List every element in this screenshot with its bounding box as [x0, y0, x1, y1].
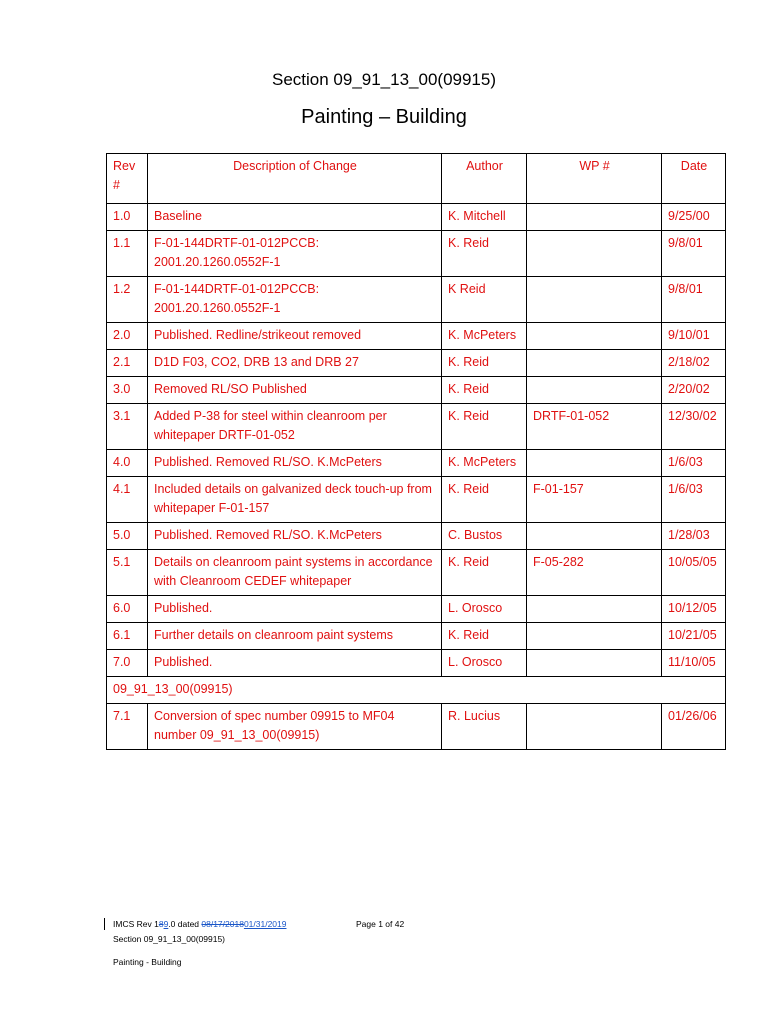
cell-wp: [527, 704, 662, 750]
table-row: [107, 550, 726, 596]
table-row: [107, 323, 726, 350]
footer-section: Section 09_91_13_00(09915): [113, 934, 226, 944]
cell-description: Conversion of spec number 09915 to MF04 number 09_91_13_00(09915): [148, 704, 442, 750]
table-row: [107, 350, 726, 377]
cell-rev: 7.1: [107, 704, 148, 750]
cell-author: K. Reid: [442, 231, 527, 277]
cell-author: L. Orosco: [442, 596, 527, 623]
cell-author: C. Bustos: [442, 523, 527, 550]
cell-rev: 2.0: [107, 323, 148, 350]
cell-rev: 1.0: [107, 204, 148, 231]
table-header-row: [107, 154, 726, 204]
cell-author: K. Mitchell: [442, 204, 527, 231]
revision-history-table: [106, 153, 726, 750]
cell-wp: F-05-282: [527, 550, 662, 596]
cell-wp: [527, 523, 662, 550]
table-row: [107, 204, 726, 231]
cell-author: K. McPeters: [442, 450, 527, 477]
cell-description: F-01-144DRTF-01-012PCCB: 2001.20.1260.0552F-1: [148, 277, 442, 323]
cell-author: K Reid: [442, 277, 527, 323]
cell-rev: 4.1: [107, 477, 148, 523]
table-row: [107, 377, 726, 404]
cell-rev: 3.1: [107, 404, 148, 450]
cell-rev: 5.0: [107, 523, 148, 550]
footer-page-number: Page 1 of 42: [356, 919, 405, 929]
cell-author: K. Reid: [442, 350, 527, 377]
cell-wp: [527, 377, 662, 404]
cell-rev: 6.1: [107, 623, 148, 650]
table-section-row: [107, 677, 726, 704]
footer-date-inserted: 01/31/2019: [243, 919, 287, 929]
cell-author: K. Reid: [442, 477, 527, 523]
cell-description: Published. Redline/strikeout removed: [148, 323, 442, 350]
cell-date: 11/10/05: [662, 650, 726, 677]
cell-date: 1/6/03: [662, 477, 726, 523]
cell-wp: [527, 204, 662, 231]
cell-author: K. Reid: [442, 404, 527, 450]
cell-date: 9/8/01: [662, 231, 726, 277]
table-row: [107, 477, 726, 523]
cell-date: 01/26/06: [662, 704, 726, 750]
cell-wp: [527, 650, 662, 677]
cell-description: D1D F03, CO2, DRB 13 and DRB 27: [148, 350, 442, 377]
cell-date: 10/12/05: [662, 596, 726, 623]
cell-date: 1/28/03: [662, 523, 726, 550]
table-row: [107, 450, 726, 477]
table-row: [107, 650, 726, 677]
footer-rev-suffix: .0 dated: [168, 919, 202, 929]
revision-bar: [104, 918, 105, 930]
footer-title: Painting - Building: [113, 957, 182, 967]
table-row: [107, 404, 726, 450]
table-row: [107, 277, 726, 323]
page-title: Painting – Building: [301, 106, 467, 128]
cell-date: 1/6/03: [662, 450, 726, 477]
table-row: [107, 523, 726, 550]
cell-date: 9/25/00: [662, 204, 726, 231]
cell-wp: F-01-157: [527, 477, 662, 523]
cell-wp: [527, 450, 662, 477]
cell-description: Baseline: [148, 204, 442, 231]
cell-description: Published. Removed RL/SO. K.McPeters: [148, 450, 442, 477]
header-author: Author: [442, 154, 527, 204]
cell-wp: [527, 350, 662, 377]
cell-wp: [527, 623, 662, 650]
cell-description: Published. Removed RL/SO. K.McPeters: [148, 523, 442, 550]
footer-imcs-revision: [113, 919, 286, 929]
cell-description: Published.: [148, 650, 442, 677]
cell-rev: 7.0: [107, 650, 148, 677]
footer-rev-deleted: 8: [158, 919, 164, 929]
cell-date: 10/05/05: [662, 550, 726, 596]
cell-date: 2/18/02: [662, 350, 726, 377]
cell-rev: 1.2: [107, 277, 148, 323]
header-wp: WP #: [527, 154, 662, 204]
table-row: [107, 623, 726, 650]
cell-rev: 1.1: [107, 231, 148, 277]
footer-date-deleted: 08/17/2018: [201, 919, 244, 929]
cell-author: K. Reid: [442, 550, 527, 596]
cell-wp: [527, 231, 662, 277]
cell-date: 9/8/01: [662, 277, 726, 323]
table-row: [107, 704, 726, 750]
cell-author: K. Reid: [442, 377, 527, 404]
cell-rev: 4.0: [107, 450, 148, 477]
footer-rev-inserted: 9: [163, 919, 169, 929]
cell-date: 12/30/02: [662, 404, 726, 450]
header-rev: Rev #: [107, 154, 148, 204]
cell-wp: DRTF-01-052: [527, 404, 662, 450]
cell-wp: [527, 323, 662, 350]
cell-description: Details on cleanroom paint systems in accordance with Cleanroom CEDEF whitepaper: [148, 550, 442, 596]
footer-imcs-prefix: IMCS Rev 1: [113, 919, 159, 929]
header-date: Date: [662, 154, 726, 204]
cell-rev: 3.0: [107, 377, 148, 404]
cell-rev: 6.0: [107, 596, 148, 623]
cell-author: R. Lucius: [442, 704, 527, 750]
cell-author: L. Orosco: [442, 650, 527, 677]
cell-author: K. Reid: [442, 623, 527, 650]
cell-section-label: 09_91_13_00(09915): [107, 677, 726, 704]
cell-description: Added P-38 for steel within cleanroom per whitepaper DRTF-01-052: [148, 404, 442, 450]
cell-wp: [527, 596, 662, 623]
cell-description: Removed RL/SO Published: [148, 377, 442, 404]
table-row: [107, 596, 726, 623]
cell-rev: 2.1: [107, 350, 148, 377]
cell-date: 9/10/01: [662, 323, 726, 350]
cell-date: 2/20/02: [662, 377, 726, 404]
cell-description: Published.: [148, 596, 442, 623]
cell-description: Included details on galvanized deck touch-up from whitepaper F-01-157: [148, 477, 442, 523]
cell-rev: 5.1: [107, 550, 148, 596]
table-body: [107, 204, 726, 750]
cell-date: 10/21/05: [662, 623, 726, 650]
table-row: [107, 231, 726, 277]
cell-author: K. McPeters: [442, 323, 527, 350]
header-description: Description of Change: [148, 154, 442, 204]
cell-wp: [527, 277, 662, 323]
cell-description: Further details on cleanroom paint systems: [148, 623, 442, 650]
cell-description: F-01-144DRTF-01-012PCCB: 2001.20.1260.0552F-1: [148, 231, 442, 277]
section-heading: Section 09_91_13_00(09915): [271, 70, 497, 89]
